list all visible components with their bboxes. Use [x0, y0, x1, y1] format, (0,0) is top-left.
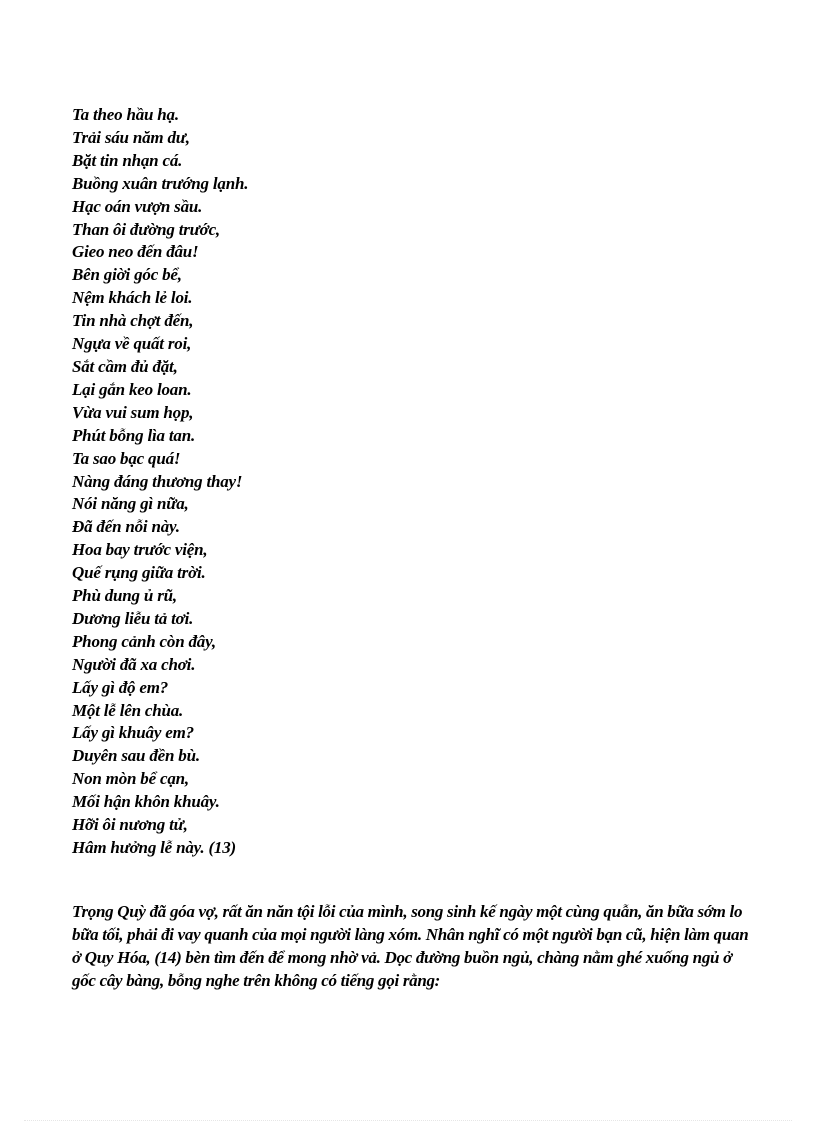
poem-line: Một lễ lên chùa. [72, 700, 184, 720]
poem-line: Nàng đáng thương thay! [72, 471, 243, 491]
poem-line: Than ôi đường trước, [72, 219, 220, 239]
poem-line: Duyên sau đền bù. [72, 746, 200, 766]
poem-line: Buồng xuân trướng lạnh. [72, 173, 249, 193]
poem-block [72, 104, 248, 860]
poem-line: Mối hận khôn khuây. [72, 792, 220, 812]
poem-line: Bên giời góc bể, [72, 265, 182, 285]
poem-line: Phong cảnh còn đây, [72, 631, 216, 651]
poem-line: Bặt tin nhạn cá. [72, 150, 183, 170]
poem-line: Lấy gì độ em? [72, 677, 169, 697]
poem-line: Nệm khách lẻ loi. [72, 288, 193, 308]
prose-paragraph: Trọng Quỳ đã góa vợ, rất ăn năn tội lỗi của mình, song sinh kế ngày một cùng quẫn, ăn bữa sớm lo bữa tối, phải đi vay quanh của mọi người làng xóm. Nhân nghĩ có một người bạn cũ, hiện làm quan ở Quy Hóa, (14) bèn tìm đến để mong nhờ vả. Dọc đường buồn ngủ, chàng nằm ghé xuống ngủ ở gốc cây bàng, bỗng nghe trên không có tiếng gọi rằng: [72, 902, 749, 990]
poem-line: Tin nhà chợt đến, [72, 311, 194, 331]
poem-line: Hoa bay trước viện, [72, 540, 208, 560]
poem-line: Quế rụng giữa trời. [72, 563, 206, 583]
poem-line: Trải sáu năm dư, [72, 127, 190, 147]
poem-line: Nói năng gì nữa, [72, 494, 189, 514]
poem-line: Ta theo hầu hạ. [72, 105, 179, 124]
poem-line: Non mòn bể cạn, [72, 769, 189, 789]
poem-line: Hạc oán vượn sầu. [72, 196, 203, 216]
poem-line: Hỡi ôi nương tử, [72, 815, 188, 835]
poem-line: Ngựa về quất roi, [72, 334, 192, 354]
page-bottom-divider [24, 1120, 792, 1121]
poem-line: Phù dung ủ rũ, [72, 586, 177, 606]
poem-line: Lấy gì khuây em? [72, 723, 194, 743]
poem-line: Người đã xa chơi. [72, 654, 196, 674]
poem-line: Gieo neo đến đâu! [72, 242, 199, 262]
poem-line: Hâm hưởng lễ này. (13) [72, 838, 236, 857]
poem-line: Ta sao bạc quá! [72, 448, 181, 468]
poem-line: Dương liễu tả tơi. [72, 608, 194, 628]
poem-line: Vừa vui sum họp, [72, 402, 194, 422]
poem-line: Sắt cầm đủ đặt, [72, 356, 178, 376]
poem-line: Lại gắn keo loan. [72, 379, 192, 399]
poem-line: Đã đến nỗi này. [72, 517, 180, 537]
poem-line: Phút bỗng lìa tan. [72, 425, 195, 445]
